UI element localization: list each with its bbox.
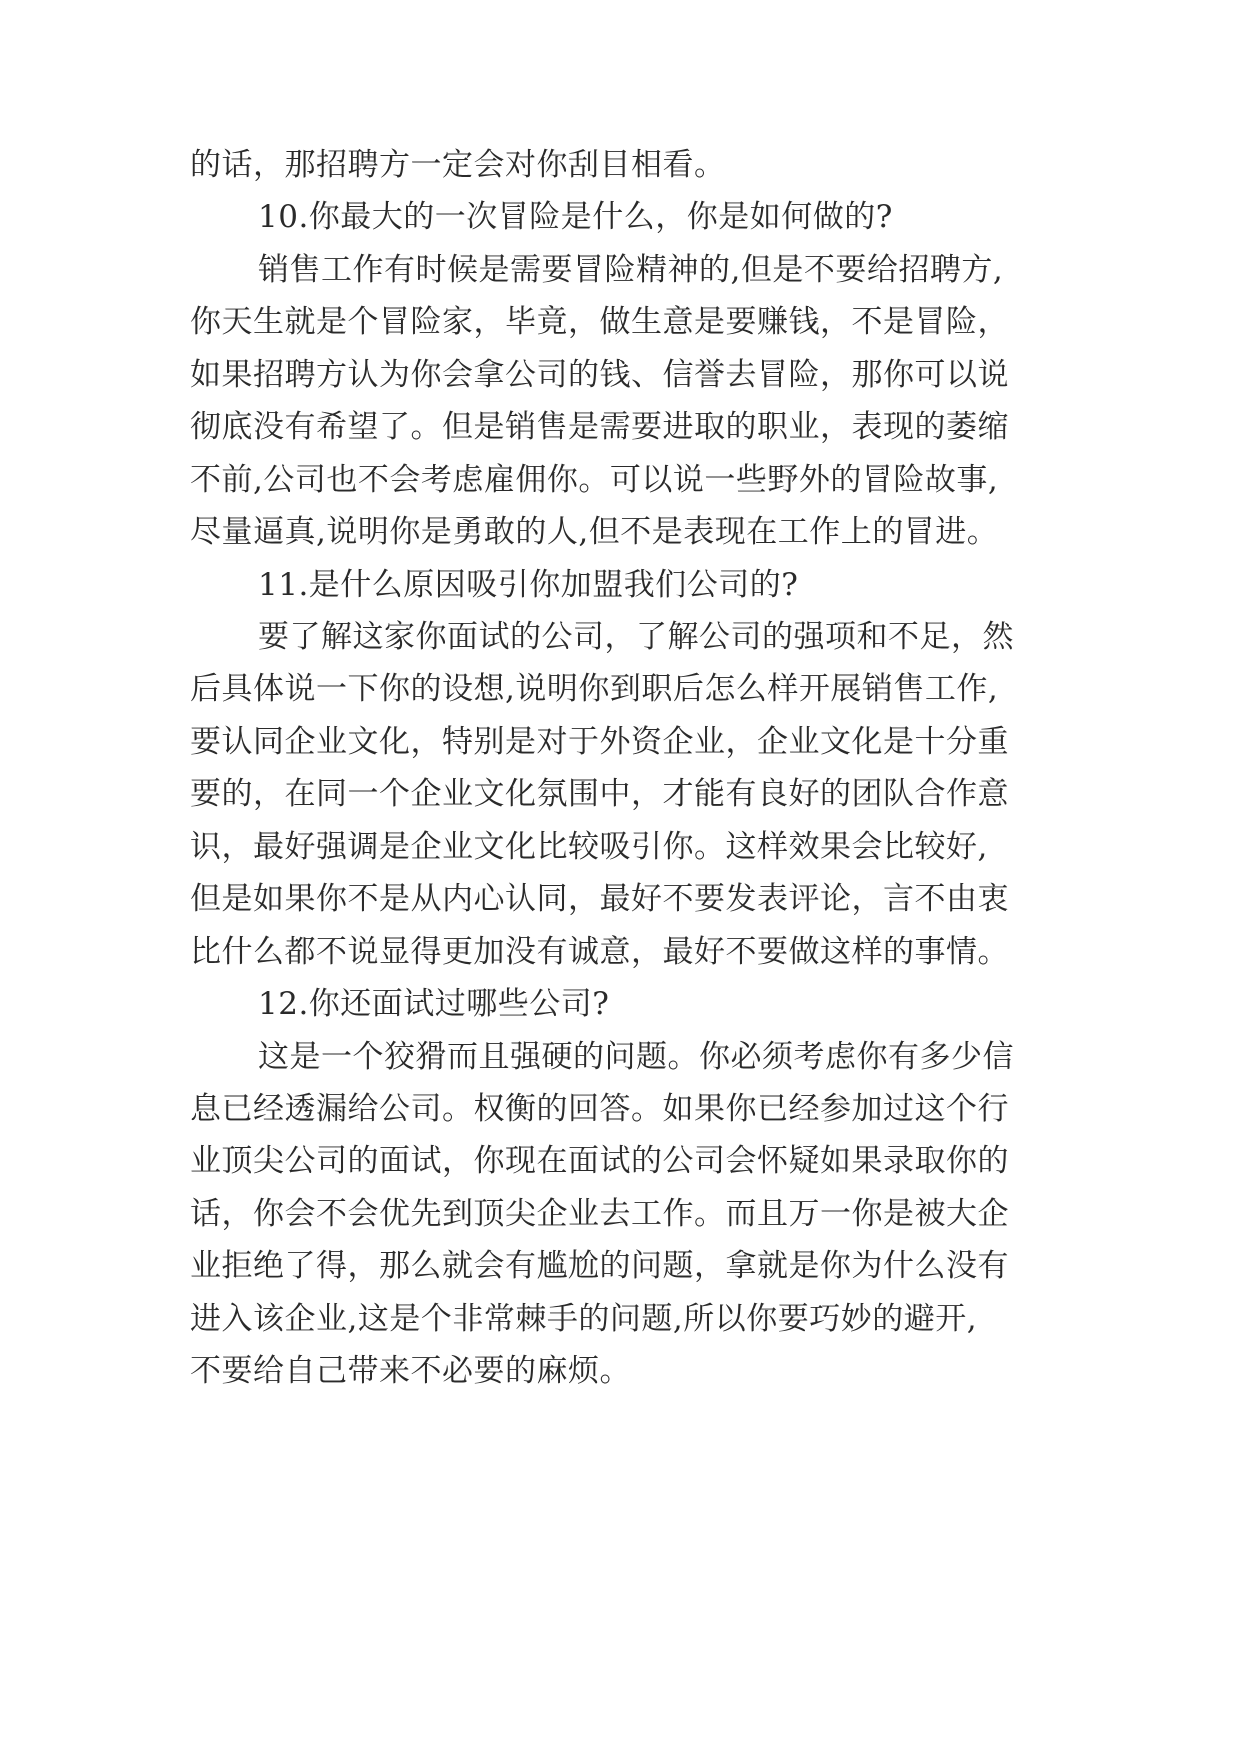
text-line: 业顶尖公司的面试，你现在面试的公司会怀疑如果录取你的 [190, 1143, 1009, 1179]
text-line: 识，最好强调是企业文化比较吸引你。这样效果会比较好, [190, 829, 988, 865]
text-line: 如果招聘方认为你会拿公司的钱、信誉去冒险，那你可以说 [190, 357, 1009, 393]
text-line: 销售工作有时候是需要冒险精神的,但是不要给招聘方, [258, 252, 1004, 288]
text-line: 你天生就是个冒险家，毕竟，做生意是要赚钱，不是冒险， [190, 304, 1009, 340]
text-line: 后具体说一下你的设想,说明你到职后怎么样开展销售工作, [190, 671, 999, 707]
text-line: 不前,公司也不会考虑雇佣你。可以说一些野外的冒险故事, [190, 462, 999, 498]
question-heading-10: 10.你最大的一次冒险是什么，你是如何做的? [258, 199, 893, 235]
text-line: 彻底没有希望了。但是销售是需要进取的职业，表现的萎缩 [190, 409, 1009, 445]
text-line: 业拒绝了得，那么就会有尴尬的问题，拿就是你为什么没有 [190, 1248, 1009, 1284]
text-line: 不要给自己带来不必要的麻烦。 [190, 1353, 631, 1389]
text-line: 话，你会不会优先到顶尖企业去工作。而且万一你是被大企 [190, 1196, 1009, 1232]
text-line: 但是如果你不是从内心认同，最好不要发表评论，言不由衷 [190, 881, 1009, 917]
text-line: 的话，那招聘方一定会对你刮目相看。 [190, 147, 726, 183]
question-heading-11: 11.是什么原因吸引你加盟我们公司的? [258, 567, 799, 603]
text-line: 尽量逼真,说明你是勇敢的人,但不是表现在工作上的冒进。 [190, 514, 999, 550]
text-line: 进入该企业,这是个非常棘手的问题,所以你要巧妙的避开, [190, 1301, 978, 1337]
text-line: 要的，在同一个企业文化氛围中，才能有良好的团队合作意 [190, 776, 1009, 812]
question-heading-12: 12.你还面试过哪些公司? [258, 986, 610, 1022]
text-line: 比什么都不说显得更加没有诚意，最好不要做这样的事情。 [190, 934, 1009, 970]
text-line: 要了解这家你面试的公司，了解公司的强项和不足，然 [258, 619, 1014, 655]
text-line: 要认同企业文化，特别是对于外资企业，企业文化是十分重 [190, 724, 1009, 760]
text-line: 这是一个狡猾而且强硬的问题。你必须考虑你有多少信 [258, 1039, 1014, 1075]
text-line: 息已经透漏给公司。权衡的回答。如果你已经参加过这个行 [190, 1091, 1009, 1127]
